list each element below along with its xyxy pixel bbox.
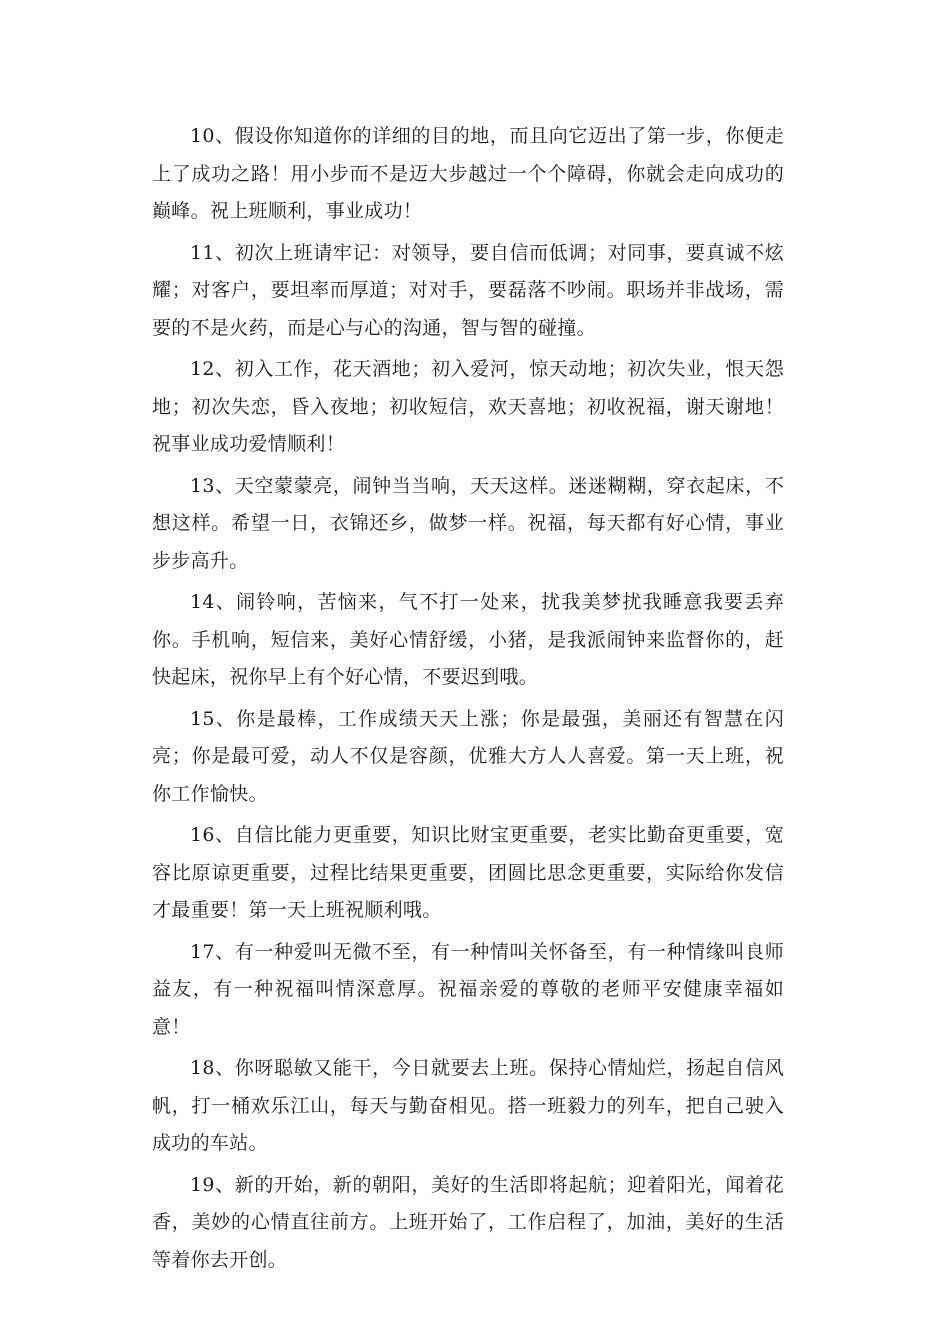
paragraph-14: 14、闹铃响，苦恼来，气不打一处来，扰我美梦扰我睡意我要丢弃你。手机响，短信来，美好心情舒缓，小猪，是我派闹钟来监督你的，赶快起床，祝你早上有个好心情，不要迟到哦。 bbox=[152, 591, 784, 688]
document-body bbox=[152, 118, 784, 1283]
paragraph-18: 18、你呀聪敏又能干，今日就要去上班。保持心情灿烂，扬起自信风帆，打一桶欢乐江山，每天与勤奋相见。搭一班毅力的列车，把自己驶入成功的车站。 bbox=[152, 1057, 784, 1154]
paragraph-15: 15、你是最棒，工作成绩天天上涨；你是最强，美丽还有智慧在闪亮；你是最可爱，动人不仅是容颜，优雅大方人人喜爱。第一天上班，祝你工作愉快。 bbox=[152, 707, 784, 805]
paragraph-17: 17、有一种爱叫无微不至，有一种情叫关怀备至，有一种情缘叫良师益友，有一种祝福叫情深意厚。祝福亲爱的尊敬的老师平安健康幸福如意！ bbox=[152, 940, 784, 1038]
paragraph-16: 16、自信比能力更重要，知识比财宝更重要，老实比勤奋更重要，宽容比原谅更重要，过程比结果更重要，团圆比思念更重要，实际给你发信才最重要！第一天上班祝顺利哦。 bbox=[152, 824, 784, 921]
paragraph-12: 12、初入工作，花天酒地；初入爱河，惊天动地；初次失业，恨天怨地；初次失恋，昏入夜地；初收短信，欢天喜地；初收祝福，谢天谢地！祝事业成功爱情顺利！ bbox=[152, 358, 784, 455]
paragraph-10: 10、假设你知道你的详细的目的地，而且向它迈出了第一步，你便走上了成功之路！用小步而不是迈大步越过一个个障碍，你就会走向成功的巅峰。祝上班顺利，事业成功！ bbox=[152, 125, 784, 222]
paragraph-11: 11、初次上班请牢记：对领导，要自信而低调；对同事，要真诚不炫耀；对客户，要坦率而厚道；对对手，要磊落不吵闹。职场并非战场，需要的不是火药，而是心与心的沟通，智与智的碰撞。 bbox=[152, 241, 784, 339]
paragraph-19: 19、新的开始，新的朝阳，美好的生活即将起航；迎着阳光，闻着花香，美妙的心情直往前方。上班开始了，工作启程了，加油，美好的生活等着你去开创。 bbox=[152, 1173, 784, 1271]
paragraph-13: 13、天空蒙蒙亮，闹钟当当响，天天这样。迷迷糊糊，穿衣起床，不想这样。希望一日，衣锦还乡，做梦一样。祝福，每天都有好心情，事业步步高升。 bbox=[152, 474, 784, 572]
